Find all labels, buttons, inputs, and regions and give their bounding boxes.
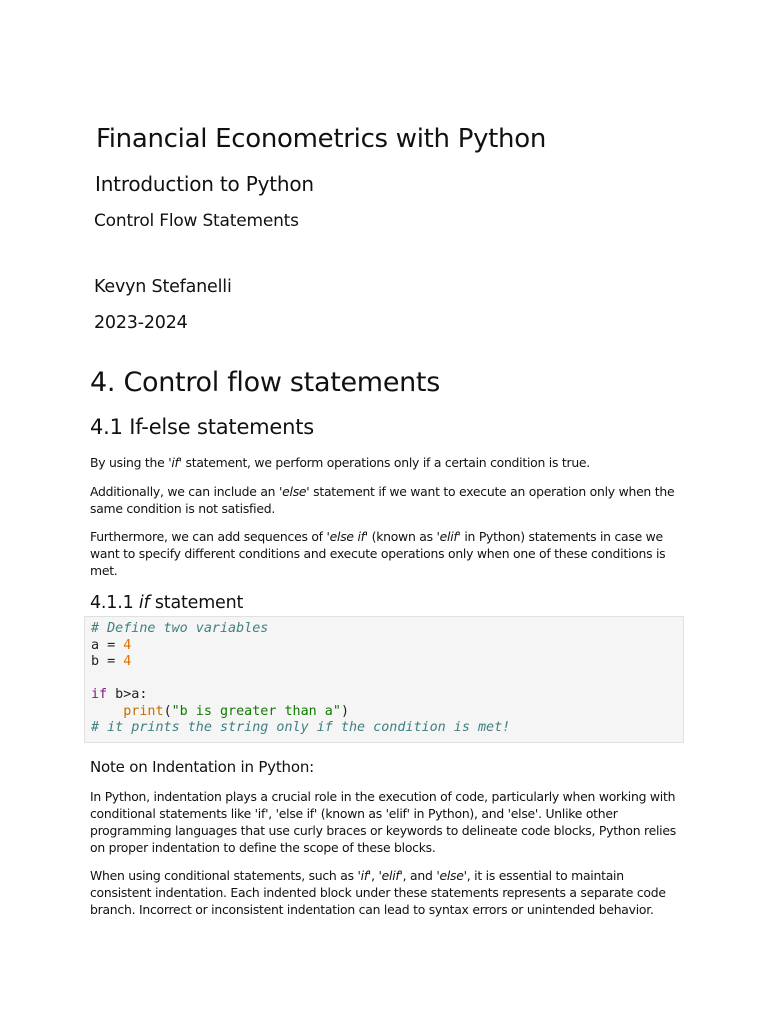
document-date: 2023-2024 [94, 313, 188, 333]
code-line [91, 687, 147, 704]
subsubsection-heading [90, 593, 243, 613]
code-keyword: if [91, 687, 108, 702]
code-indent [91, 704, 123, 719]
heading-text: statement [149, 593, 244, 613]
document-subtitle: Introduction to Python [95, 172, 314, 196]
code-comment: # it prints the string only if the condition is met! [91, 720, 511, 735]
heading-number: 4.1.1 [90, 593, 139, 613]
paragraph-text: (known as [367, 529, 437, 544]
code-number: 4 [123, 654, 132, 669]
emphasis-text: 'else' [436, 868, 467, 883]
document-title: Financial Econometrics with Python [96, 124, 547, 154]
code-text: b = [91, 654, 124, 669]
paragraph-else [90, 483, 686, 517]
paragraph-text: Furthermore, we can add sequences of [90, 529, 327, 544]
code-text: ( [163, 703, 172, 719]
document-subsubtitle: Control Flow Statements [94, 211, 299, 231]
subsection-heading: 4.1 If-else statements [90, 415, 315, 439]
heading-emphasis: if [138, 593, 150, 613]
paragraph-conditional-indentation [90, 867, 686, 918]
note-heading: Note on Indentation in Python: [90, 758, 314, 776]
paragraph-text: By using the [90, 455, 169, 470]
emphasis-text: 'if' [168, 455, 182, 470]
code-line [91, 638, 131, 655]
section-heading: 4. Control flow statements [90, 367, 440, 398]
code-text: ) [340, 703, 349, 719]
emphasis-text: 'else if' [326, 529, 368, 544]
code-line [91, 704, 349, 721]
emphasis-text: 'elif' [378, 868, 403, 883]
paragraph-text: , and [402, 868, 437, 883]
code-text: a = [91, 637, 124, 653]
code-builtin: print [123, 703, 164, 719]
code-line [91, 720, 510, 737]
code-line [91, 654, 131, 671]
document-author: Kevyn Stefanelli [94, 277, 232, 297]
emphasis-text: 'if' [357, 868, 372, 883]
paragraph-elif [90, 528, 686, 579]
paragraph-text: in Python) statements in case we want to specify different conditions and execute operations only when one of these conditions is met. [90, 529, 666, 578]
paragraph-text: When using conditional statements, such as [90, 868, 358, 883]
paragraph-text: , it is essential to maintain consistent indentation. Each indented block under these statements represents a separate code branch. Incorrect or inconsistent indentation can lead to syntax errors or unintended behavior. [90, 868, 666, 917]
emphasis-text: 'else' [278, 484, 310, 499]
paragraph-text: statement, we perform operations only if a certain condition is true. [181, 455, 590, 470]
paragraph-text: Additionally, we can include an [90, 484, 279, 499]
emphasis-text: 'elif' [436, 529, 461, 544]
paragraph-indentation: In Python, indentation plays a crucial role in the execution of code, particularly when working with conditional statements like 'if', 'else if' (known as 'elif' in Python), and 'else'. Unlike other programming languages that use curly braces or keywords to delineate code blocks, Python relies on proper indentation to define the scope of these blocks. [90, 789, 676, 855]
code-comment: # Define two variables [91, 621, 269, 636]
code-number: 4 [123, 637, 132, 653]
paragraph-text: statement if we want to execute an operation only when the same condition is not satisfied. [90, 484, 675, 516]
code-text: b>a: [107, 687, 148, 702]
code-string: "b is greater than a" [171, 703, 341, 719]
code-line [91, 621, 268, 638]
code-cell[interactable] [84, 616, 684, 743]
paragraph-text: , [371, 868, 379, 883]
paragraph-if [90, 454, 686, 471]
